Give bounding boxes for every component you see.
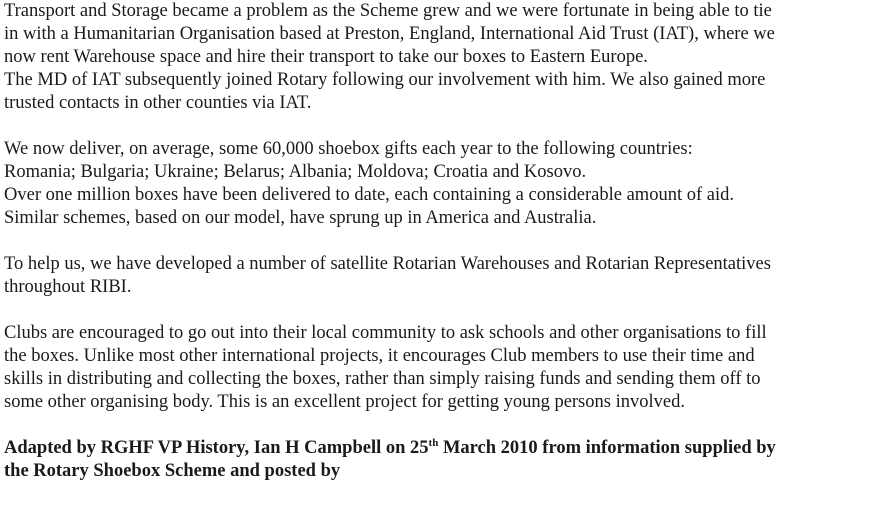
text-line: in with a Humanitarian Organisation based at Preston, England, International Aid Trust (IAT), where we (4, 24, 775, 44)
paragraph-spacer (4, 230, 882, 253)
ordinal-suffix: th (428, 437, 439, 449)
paragraph-deliveries (4, 138, 882, 230)
paragraph-warehouses (4, 253, 882, 299)
text-line: skills in distributing and collecting the boxes, rather than simply raising funds and sending them off to (4, 369, 761, 389)
document-page (4, 0, 882, 483)
paragraph-spacer (4, 115, 882, 138)
text-line: throughout RIBI. (4, 277, 132, 297)
text-line: The MD of IAT subsequently joined Rotary following our involvement with him. We also gained more (4, 70, 766, 90)
text-line: the boxes. Unlike most other international projects, it encourages Club members to use their time and (4, 346, 755, 366)
text-line: trusted contacts in other counties via IAT. (4, 93, 312, 113)
text-line: some other organising body. This is an excellent project for getting young persons involved. (4, 392, 685, 412)
attribution-line: the Rotary Shoebox Scheme and posted by (4, 461, 341, 481)
text-line: Similar schemes, based on our model, have sprung up in America and Australia. (4, 208, 597, 228)
paragraph-clubs (4, 322, 882, 414)
text-line: We now deliver, on average, some 60,000 shoebox gifts each year to the following countries: (4, 139, 693, 159)
attribution (4, 437, 882, 483)
paragraph-spacer (4, 414, 882, 437)
text-line: Over one million boxes have been delivered to date, each containing a considerable amount of aid. (4, 185, 734, 205)
paragraph-transport-storage (4, 0, 882, 115)
text-line: To help us, we have developed a number of satellite Rotarian Warehouses and Rotarian Representatives (4, 254, 771, 274)
attribution-text: March 2010 from information supplied by (438, 438, 776, 458)
attribution-text: Adapted by RGHF VP History, Ian H Campbell on 25 (4, 438, 429, 458)
paragraph-spacer (4, 299, 882, 322)
text-line: Clubs are encouraged to go out into their local community to ask schools and other organisations to fill (4, 323, 767, 343)
text-line: Transport and Storage became a problem as the Scheme grew and we were fortunate in being able to tie (4, 1, 772, 21)
text-line: Romania; Bulgaria; Ukraine; Belarus; Albania; Moldova; Croatia and Kosovo. (4, 162, 587, 182)
text-line: now rent Warehouse space and hire their transport to take our boxes to Eastern Europe. (4, 47, 648, 67)
attribution-line (4, 437, 882, 460)
